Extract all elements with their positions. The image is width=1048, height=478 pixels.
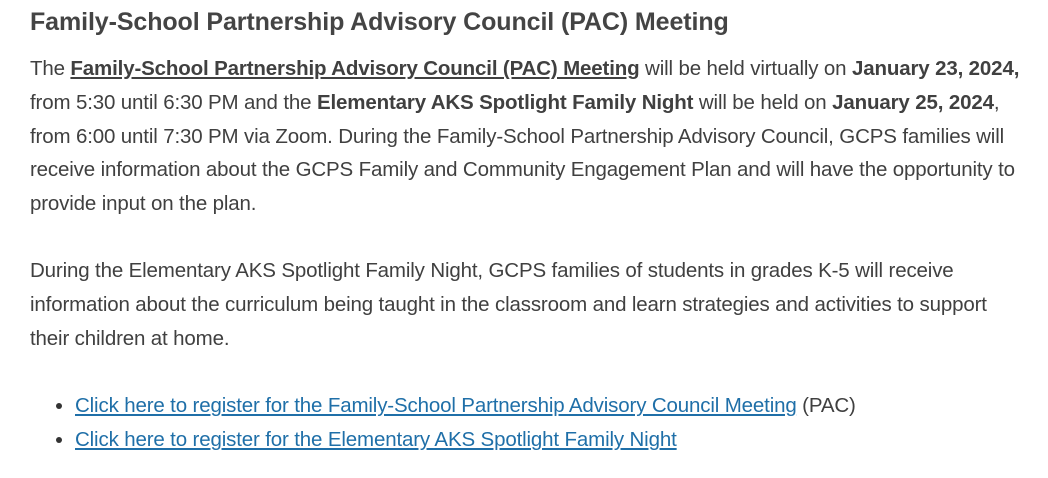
spotlight-paragraph: During the Elementary AKS Spotlight Family Night, GCPS families of students in grades K-5 will receive information about the curriculum being taught in the classroom and learn strategies and activities to support their children at home. [30, 258, 987, 350]
page-title: Family-School Partnership Advisory Council (PAC) Meeting [30, 8, 729, 36]
pac-date: January 23, 2024, [851, 57, 1020, 80]
intro-paragraph [30, 52, 1020, 221]
intro-text-2: will be held virtually on [639, 57, 852, 80]
list-item [75, 423, 1020, 457]
spotlight-date: January 25, 2024 [832, 90, 994, 114]
pac-meeting-link[interactable]: Family-School Partnership Advisory Council (PAC) Meeting [70, 57, 640, 80]
list-item [75, 389, 1020, 423]
register-pac-link[interactable]: Click here to register for the Family-School Partnership Advisory Council Meeting [75, 394, 797, 418]
register-spotlight-link[interactable]: Click here to register for the Elementary AKS Spotlight Family Night [75, 428, 677, 452]
intro-text-5: , from 6:00 until 7:30 PM via Zoom. During the Family-School Partnership Advisory Council, GCPS families will receive information about the GCPS Family and Community Engagement Plan and will have the opportunity to provide input on the plan. [30, 90, 1015, 216]
intro-text-4: will be held on [693, 90, 833, 114]
article-content [30, 0, 1020, 457]
intro-text-1: The [30, 57, 71, 80]
intro-text-3: from 5:30 until 6:30 PM and the [30, 90, 317, 114]
spotlight-event-name: Elementary AKS Spotlight Family Night [316, 90, 694, 114]
registration-link-list [30, 389, 1020, 457]
pac-suffix: (PAC) [796, 394, 856, 418]
